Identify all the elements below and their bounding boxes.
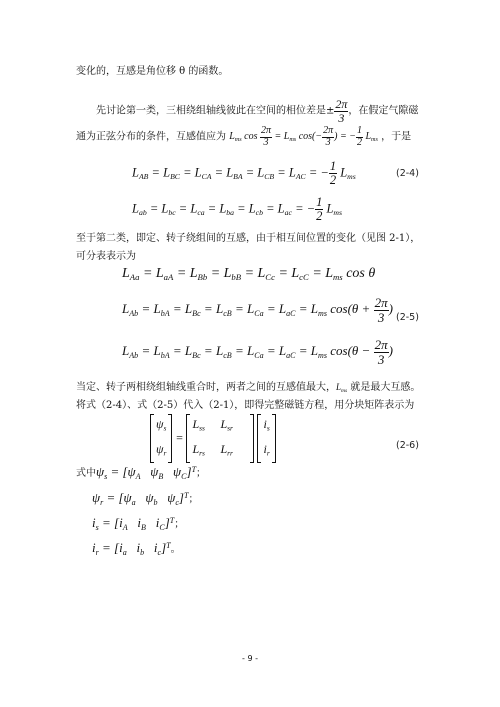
separator-3: ； [174, 519, 185, 530]
equation-lead-mutual: $L_{Ab} = L_{bA} = L_{Bc} = L_{cB} = L_{Ca} = L_{aC} = L_{ms}$ cos(θ + $\frac{2\pi}{3}$ ) [122, 295, 393, 325]
paragraph-3-text-a: 通为正弦分布的条件，互感值应为 [76, 131, 226, 143]
paragraph-2 [96, 98, 418, 124]
inductance-matrix: $L_{ss}$ $L_{sr}$ $L_{rs}$ $L_{rr}$ [186, 414, 254, 463]
symbol-lms: $L_{ms}$ [336, 382, 348, 394]
paragraph-2-text-a: 先讨论第一类，三相绕组轴线彼此在空间的相位差是± [96, 105, 335, 117]
sentence-end: 。 [170, 544, 181, 555]
current-vector: $i_s$ $i_r$ [257, 414, 275, 463]
separator-2: ； [188, 494, 199, 505]
equation-lag-mutual: $L_{Ab} = L_{bA} = L_{Bc} = L_{cB} = L_{Ca} = L_{aC} = L_{ms}$ cos(θ − $\frac{2\pi}{3}$ ) [122, 337, 393, 367]
paragraph-6-text-a: 当定、转子两相绕组轴线重合时，两者之间的互感值最大， [76, 382, 336, 393]
equation-number-2-6: (2-6) [396, 440, 419, 451]
paragraph-6 [76, 378, 420, 394]
fraction-two-pi-over-three: $\frac{2\pi}{3}$ [335, 97, 348, 125]
definition-i-s: $i_s = [i_A$ $i_B$ $i_C]^T$； [92, 515, 185, 532]
paragraph-1: 变化的，互感是角位移 θ 的函数。 [76, 66, 229, 77]
paragraph-7: 将式（2-4）、式（2-5）代入（2-1），即得完整磁链方程，用分块矩阵表示为 [76, 400, 415, 411]
inline-equation-mutual-inductance: $L_{ms}$ cos $\frac{2\pi}{3}$ = $L_{ms}$ cos(− $\frac{2\pi}{3}$ ) = − $\frac{1}{2}$ $L_{ms}$ [229, 125, 378, 148]
equation-number-2-5: (2-5) [396, 312, 419, 323]
paragraph-2-text-b: ，在假定气隙磁 [348, 105, 419, 117]
definition-intro: 式中 [76, 468, 96, 479]
equation-stator-mutual: $L_{AB} = L_{BC} = L_{CA} = L_{BA} = L_{CB} = L_{AC}$ = − $\frac{1}{2}$ $L_{ms}$ [132, 159, 356, 188]
definition-psi-s: 式中$\psi_s = [\psi_A$ $\psi_B$ $\psi_C]^T$； [76, 464, 207, 481]
page-number: - 9 - [242, 654, 258, 663]
flux-vector: $\psi_s$ $\psi_r$ [150, 414, 172, 463]
paragraph-3-text-b: ，于是 [381, 131, 412, 143]
paragraph-3 [76, 126, 411, 148]
paragraph-6-text-b: 就是最大互感。 [350, 382, 421, 393]
paragraph-5: 可分表表示为 [76, 251, 136, 262]
definition-i-r: $i_r = [i_a$ $i_b$ $i_c]^T$。 [92, 540, 181, 557]
definition-psi-r: $\psi_r = [\psi_a$ $\psi_b$ $\psi_c]^T$； [92, 490, 199, 507]
equation-number-2-4: (2-4) [396, 168, 419, 179]
equation-rotor-mutual: $L_{ab} = L_{bc} = L_{ca} = L_{ba} = L_{cb} = L_{ac}$ = − $\frac{1}{2}$ $L_{ms}$ [132, 195, 343, 224]
paragraph-4: 至于第二类，即定、转子绕组间的互感，由于相互间位置的变化（见图 2-1）， [76, 233, 421, 244]
equation-aligned-mutual: $L_{Aa} = L_{aA} = L_{Bb} = L_{bB} = L_{Cc} = L_{cC} = L_{ms}$ cos θ [122, 266, 376, 283]
separator-1: ； [196, 468, 207, 479]
equation-flux-linkage-matrix: $\psi_s$ $\psi_r$ = $L_{ss}$ $L_{sr}$ $L_{rs}$ $L_{rr}$ $i_s$ $i_r$ [150, 414, 276, 463]
